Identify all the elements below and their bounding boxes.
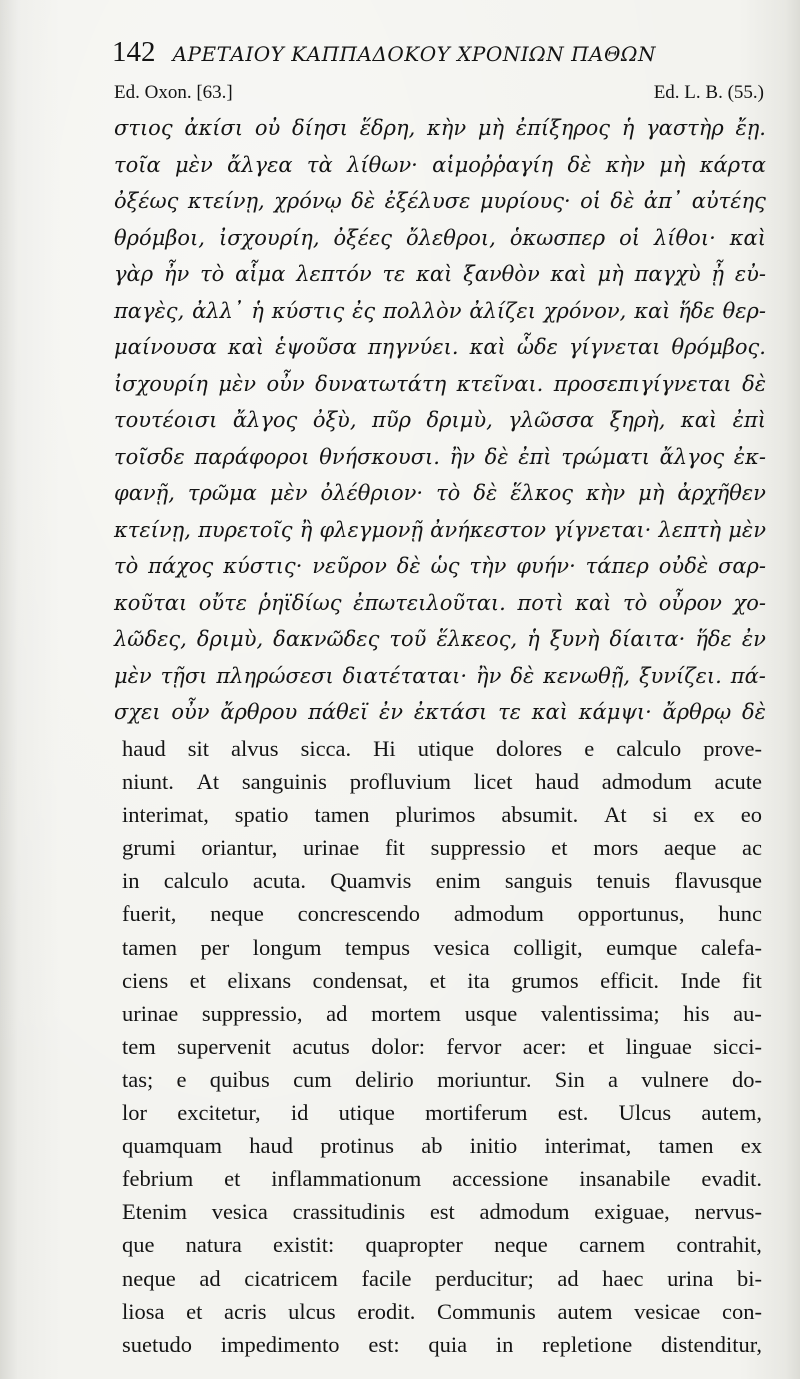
greek-text-line: μὲν τῇσι πληρώσεσι διατέταται· ἢν δὲ κενωθῇ, ξυνίζει. πά- [114,663,766,688]
latin-text-line: febrium et inflammationum accessione insanabile evadit. [122,1166,762,1192]
greek-text-line: λῶδες, δριμὺ, δακνῶδες τοῦ ἕλκεος, ἡ ξυνὴ δίαιτα· ἥδε ἐν [114,627,766,651]
latin-text-line: grumi oriantur, urinae fit suppressio et mors aeque ac [122,835,762,861]
latin-text-line: niunt. At sanguinis profluvium licet haud admodum acute [122,769,762,795]
latin-text-line: Etenim vesica crassitudinis est admodum exiguae, nervus- [122,1199,762,1225]
greek-text-line: σχει οὖν ἄρθρου πάθεϊ ἐν ἐκτάσι τε καὶ κάμψι· ἄρθρῳ δὲ [114,700,766,724]
edition-ref-leiden: Ed. L. B. (55.) [653,82,764,103]
latin-text-line: lor excitetur, id utique mortiferum est. Ulcus autem, [122,1100,762,1126]
greek-text-line: τοῖα μὲν ἄλγεα τὰ λίθων· αἱμοῤῥαγίη δὲ κὴν μὴ κάρτα [114,152,766,177]
edition-references [114,82,764,108]
greek-text-line: ὀξέως κτείνῃ, χρόνῳ δὲ ἐξέλυσε μυρίους· οἱ δὲ ἀπ᾽ αὐτέης [114,189,766,213]
greek-text-line: τοῖσδε παράφοροι θνήσκουσι. ἢν δὲ ἐπὶ τρώματι ἄλγος ἐκ- [114,444,766,469]
latin-text-line: ciens et elixans condensat, et ita grumos efficit. Inde fit [122,967,762,993]
latin-text-line: neque ad cicatricem facile perducitur; ad haec urina bi- [122,1265,762,1291]
latin-text-line: haud sit alvus sicca. Hi utique dolores e calculo prove- [122,736,762,761]
latin-text-line: interimat, spatio tamen plurimos absumit. At si ex eo [122,802,762,828]
latin-text-line: suetudo impedimento est: quia in repletione distenditur, [122,1331,762,1357]
greek-text-line: κοῦται οὔτε ῥηϊδίως ἐπωτειλοῦται. ποτὶ καὶ τὸ οὖρον χο- [114,590,766,615]
greek-text-line: ἰσχουρίη μὲν οὖν δυνατωτάτη κτεῖναι. προσεπιγίγνεται δὲ [114,371,766,396]
latin-text-line: tem supervenit acutus dolor: fervor acer: et linguae sicci- [122,1033,762,1059]
greek-text-line: στιος ἀκίσι οὐ δίησι ἕδρη, κὴν μὴ ἐπίξηρος ἡ γαστὴρ ἔῃ. [114,116,766,140]
latin-text-line: fuerit, neque concrescendo admodum opportunus, hunc [122,901,762,927]
greek-text-line: τουτέοισι ἄλγος ὀξὺ, πῦρ δριμὺ, γλῶσσα ξηρὴ, καὶ ἐπὶ [114,408,766,432]
page-number: 142 [112,36,156,68]
latin-text-line: quamquam haud protinus ab initio interimat, tamen ex [122,1133,762,1159]
latin-text-line: que natura existit: quapropter neque carnem contrahit, [122,1232,762,1258]
latin-translation-block [122,732,762,1361]
greek-text-line: παγὲς, ἀλλ᾽ ἡ κύστις ἐς πολλὸν ἀλίζει χρόνον, καὶ ἥδε θερ- [114,298,766,323]
latin-text-line: tamen per longum tempus vesica colligit, eumque calefa- [122,934,762,960]
greek-text-line: θρόμβοι, ἰσχουρίη, ὀξέες ὄλεθροι, ὁκωσπερ οἱ λίθοι· καὶ [114,225,766,250]
greek-text-block [114,110,766,731]
running-head-title: ΑΡΕΤΑΙΟΥ ΚΑΠΠΑΔΟΚΟΥ ΧΡΟΝΙΩΝ ΠΑΘΩΝ [172,42,656,66]
latin-text-line: in calculo acuta. Quamvis enim sanguis tenuis flavusque [122,868,762,894]
greek-text-line: φανῇ, τρῶμα μὲν ὀλέθριον· τὸ δὲ ἕλκος κὴν μὴ ἀρχῆθεν [114,481,766,505]
greek-text-line: μαίνουσα καὶ ἑψοῦσα πηγνύει. καὶ ὧδε γίγνεται θρόμβος. [114,335,766,359]
running-head [112,36,752,72]
latin-text-line: liosa et acris ulcus erodit. Communis autem vesicae con- [122,1298,762,1324]
greek-text-line: γὰρ ἦν τὸ αἷμα λεπτόν τε καὶ ξανθὸν καὶ μὴ παγχὺ ᾖ εὐ- [114,262,766,286]
latin-text-line: urinae suppressio, ad mortem usque valentissima; his au- [122,1000,762,1026]
greek-text-line: τὸ πάχος κύστις· νεῦρον δὲ ὡς τὴν φυήν· τάπερ οὐδὲ σαρ- [114,554,766,578]
latin-text-line: tas; e quibus cum delirio moriuntur. Sin a vulnere do- [122,1066,762,1092]
edition-ref-oxford: Ed. Oxon. [63.] [114,82,233,103]
greek-text-line: κτείνῃ, πυρετοῖς ἢ φλεγμονῇ ἀνήκεστον γίγνεται· λεπτὴ μὲν [114,517,766,542]
